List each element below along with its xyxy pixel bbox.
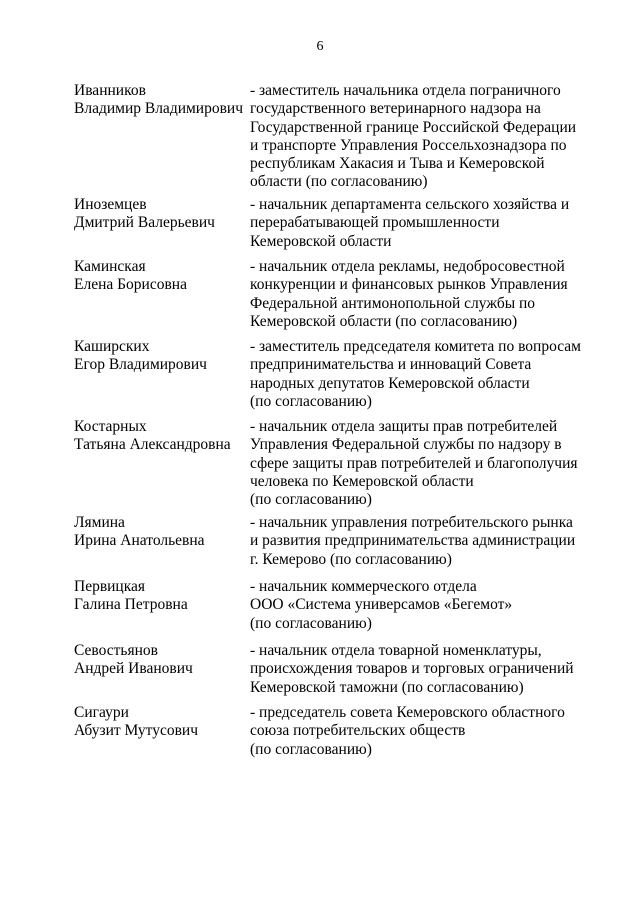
member-surname: Севостьянов [74,642,158,659]
member-surname: Каминская [74,258,146,275]
member-role [250,338,595,411]
member-role-line: (по согласованию) [250,740,372,758]
page-number: 6 [316,39,324,54]
member-surname: Сигаури [74,704,129,721]
member-surname: Первицкая [74,578,146,595]
member-role-line: Кемеровской области (по согласованию) [250,312,518,330]
member-role-line: Управления Федеральной службы по надзору в [250,436,562,454]
member-surname: Иноземцев [74,196,147,213]
member-role-line: народных депутатов Кемеровской области [250,374,530,392]
member-role [250,196,595,251]
member-role-line: и развития предпринимательства администрации [250,532,576,550]
member-given-name: Татьяна Александровна [74,436,231,454]
member-role-line: Кемеровской таможни (по согласованию) [250,678,524,696]
member-given-name: Егор Владимирович [74,356,207,374]
member-name [74,642,246,679]
member-role-line: (по согласованию) [250,392,372,410]
member-name [74,578,246,615]
member-surname: Костарных [74,418,147,435]
member-role [250,578,595,633]
member-role-line: (по согласованию) [250,491,372,509]
member-given-name: Дмитрий Валерьевич [74,214,215,232]
member-role-line: союза потребительских обществ [250,722,466,740]
member-role-line: г. Кемерово (по согласованию) [250,550,452,568]
member-name [74,196,246,233]
member-role-line: предпринимательства и инноваций Совета [250,356,532,374]
member-name [74,82,246,119]
member-role [250,642,595,697]
member-role-line: - начальник коммерческого отдела [250,578,477,595]
member-role-line: - начальник управления потребительского рынка [250,514,573,531]
member-given-name: Ирина Анатольевна [74,532,205,550]
member-role-line: Федеральной антимонопольной службы по [250,294,536,312]
member-role [250,418,595,509]
member-role-line: происхождения товаров и торговых ограничений [250,660,574,678]
member-role-line: государственного ветеринарного надзора на [250,100,541,118]
member-given-name: Андрей Иванович [74,660,193,678]
member-role-line: - начальник департамента сельского хозяйства и [250,196,570,213]
member-role [250,82,595,192]
member-name [74,338,246,375]
member-name [74,704,246,741]
member-role-line: сфере защиты прав потребителей и благополучия [250,454,578,472]
member-role-line: (по согласованию) [250,614,372,632]
member-given-name: Елена Борисовна [74,276,187,294]
member-role [250,514,595,569]
member-role-line: - начальник отдела защиты прав потребителей [250,418,558,435]
member-surname: Лямина [74,514,125,531]
member-surname: Каширских [74,338,150,355]
member-role-line: Кемеровской области [250,232,392,250]
member-role-line: перерабатывающей промышленности [250,214,500,232]
member-role [250,704,595,759]
member-surname: Иванников [74,82,146,99]
member-name [74,418,246,455]
member-given-name: Абузит Мутусович [74,722,199,740]
member-role-line: республикам Хакасия и Тыва и Кемеровской [250,155,545,173]
member-role-line: Государственной границе Российской Федерации [250,118,577,136]
member-name [74,514,246,551]
member-role-line: - заместитель начальника отдела пограничного [250,82,561,99]
member-role-line: конкуренции и финансовых рынков Управления [250,276,568,294]
member-role-line: - заместитель председателя комитета по вопросам [250,338,581,355]
member-role-line: - председатель совета Кемеровского областного [250,704,565,721]
member-name [74,258,246,295]
member-role [250,258,595,331]
member-role-line: - начальник отдела рекламы, недобросовестной [250,258,565,275]
member-role-line: ООО «Система универсамов «Бегемот» [250,596,513,614]
member-role-line: и транспорте Управления Россельхознадзора по [250,136,567,154]
member-given-name: Галина Петровна [74,596,188,614]
member-role-line: человека по Кемеровской области [250,472,474,490]
member-role-line: области (по согласованию) [250,173,428,191]
member-given-name: Владимир Владимирович [74,100,244,118]
member-role-line: - начальник отдела товарной номенклатуры, [250,642,542,659]
